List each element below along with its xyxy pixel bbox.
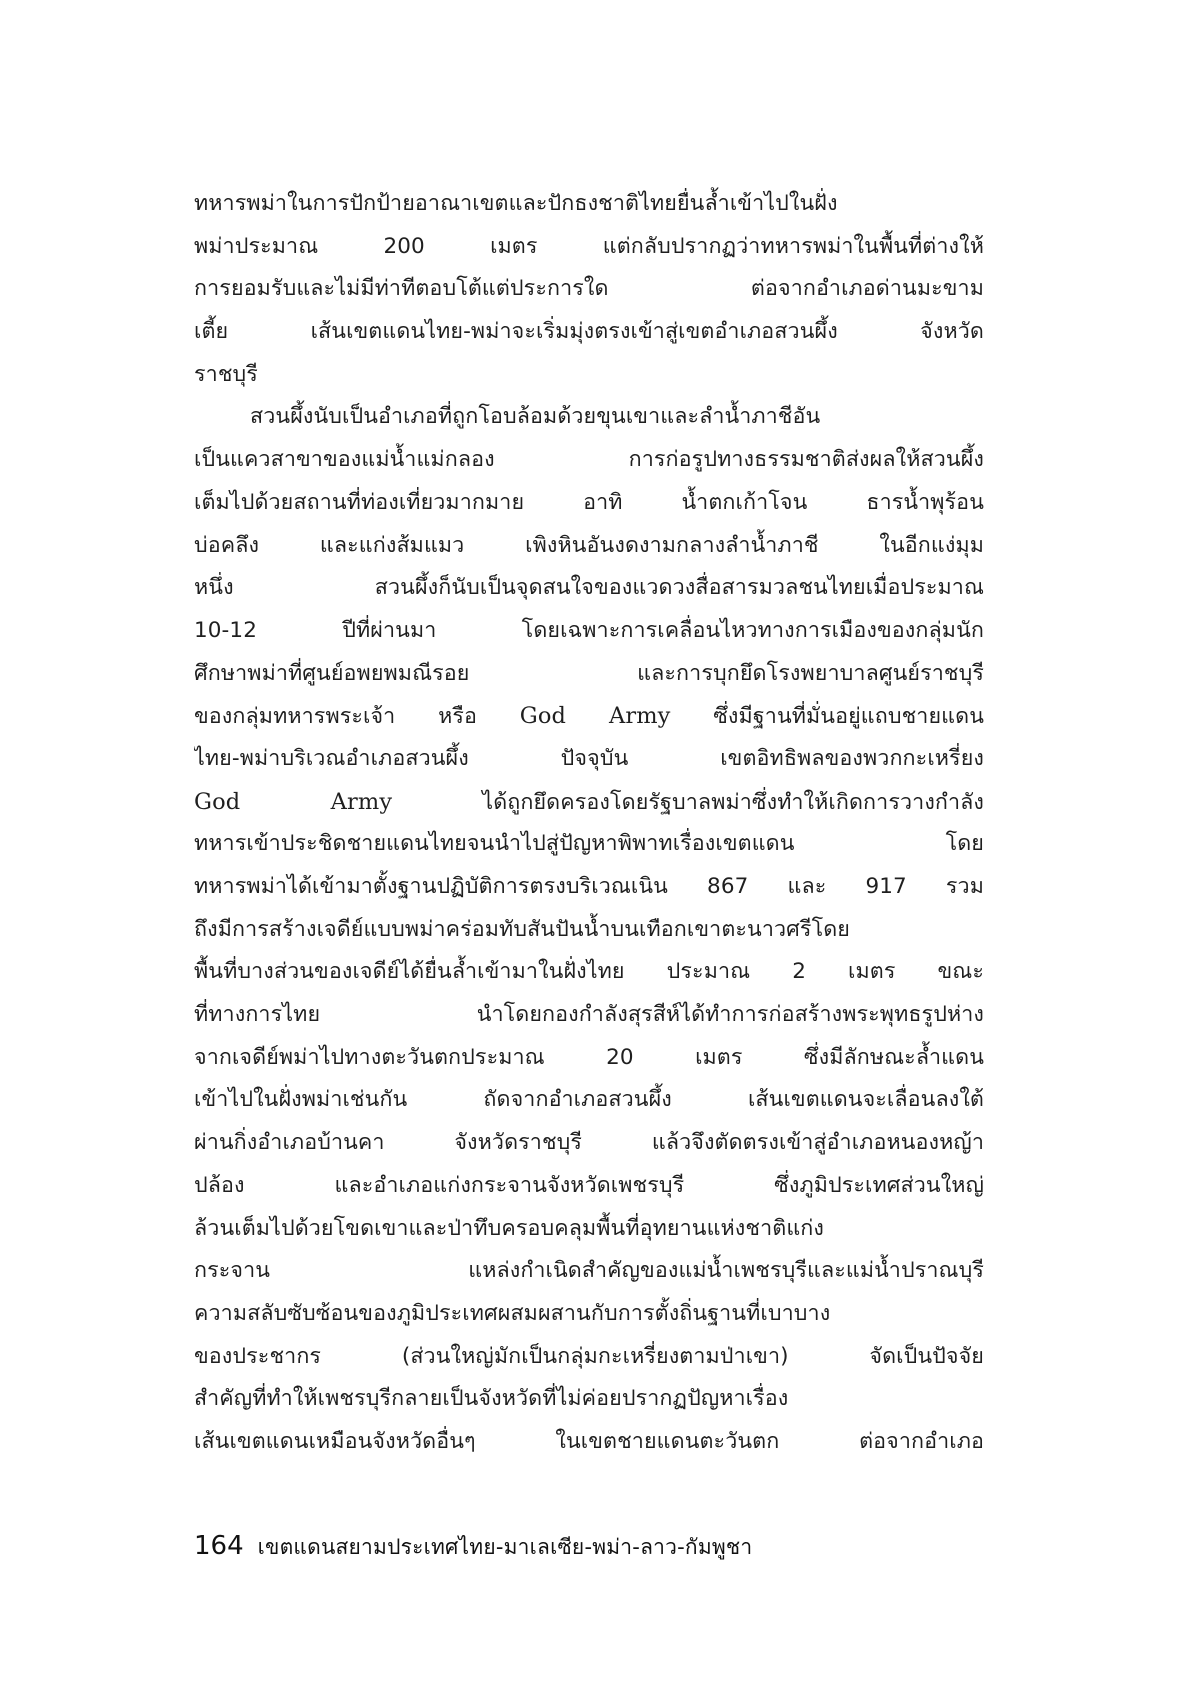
text-segment: ของกลุ่มทหารพระเจ้า หรือ bbox=[194, 704, 520, 730]
text-line: ทหารพม่าได้เข้ามาตั้งฐานปฏิบัติการตรงบริเวณเนิน 867 และ 917 รวม bbox=[194, 874, 984, 899]
text-line: ปล้อง และอำเภอแก่งกระจานจังหวัดเพชรบุรี ซึ่งภูมิประเทศส่วนใหญ่ bbox=[194, 1172, 984, 1198]
page-number: 164 bbox=[194, 1531, 244, 1561]
text-line: พม่าประมาณ 200 เมตร แต่กลับปรากฏว่าทหารพม่าในพื้นที่ต่างให้ bbox=[194, 233, 984, 259]
text-line: เส้นเขตแดนเหมือนจังหวัดอื่นๆ ในเขตชายแดนตะวันตก ต่อจากอำเภอ bbox=[194, 1428, 984, 1454]
text-line: การยอมรับและไม่มีท่าทีตอบโต้แต่ประการใด ต่อจากอำเภอด่านมะขาม bbox=[194, 276, 984, 302]
text-line: เข้าไปในฝั่งพม่าเช่นกัน ถัดจากอำเภอสวนผึ้ง เส้นเขตแดนจะเลื่อนลงใต้ bbox=[194, 1087, 984, 1113]
text-line: เป็นแควสาขาของแม่น้ำแม่กลอง การก่อรูปทางธรรมชาติส่งผลให้สวนผึ้ง bbox=[194, 447, 984, 473]
text-line: พื้นที่บางส่วนของเจดีย์ได้ยื่นล้ำเข้ามาในฝั่งไทย ประมาณ 2 เมตร ขณะ bbox=[194, 959, 984, 985]
text-segment: ซึ่งมีฐานที่มั่นอยู่แถบชายแดน bbox=[670, 704, 984, 730]
text-line: ถึงมีการสร้างเจดีย์แบบพม่าคร่อมทับสันปันน้ำบนเทือกเขาตะนาวศรีโดย bbox=[194, 916, 850, 942]
text-line: ไทย-พม่าบริเวณอำเภอสวนผึ้ง ปัจจุบัน เขตอิทธิพลของพวกกะเหรี่ยง bbox=[194, 745, 984, 771]
text-line bbox=[194, 695, 984, 738]
text-line: หนึ่ง สวนผึ้งก็นับเป็นจุดสนใจของแวดวงสื่อสารมวลชนไทยเมื่อประมาณ bbox=[194, 575, 984, 601]
page-footer bbox=[194, 1528, 984, 1564]
text-line: 10-12 ปีที่ผ่านมา โดยเฉพาะการเคลื่อนไหวทางการเมืองของกลุ่มนัก bbox=[194, 617, 984, 643]
text-line: ศึกษาพม่าที่ศูนย์อพยพมณีรอย และการบุกยึดโรงพยาบาลศูนย์ราชบุรี bbox=[194, 660, 984, 686]
text-segment: ได้ถูกยึดครองโดยรัฐบาลพม่าซึ่งทำให้เกิดการวางกำลัง bbox=[392, 789, 984, 815]
paragraph-first-line: สวนผึ้งนับเป็นอำเภอที่ถูกโอบล้อมด้วยขุนเขาและลำน้ำภาชีอัน bbox=[250, 404, 821, 430]
text-line: ความสลับซับซ้อนของภูมิประเทศผสมผสานกับการตั้งถิ่นฐานที่เบาบาง bbox=[194, 1300, 831, 1326]
text-line: ที่ทางการไทย นำโดยกองกำลังสุรสีห์ได้ทำการก่อสร้างพระพุทธรูปห่าง bbox=[194, 1002, 984, 1028]
text-line: ราชบุรี bbox=[194, 361, 258, 387]
god-army-term: God Army bbox=[194, 788, 393, 815]
text-line: ทหารเข้าประชิดชายแดนไทยจนนำไปสู่ปัญหาพิพาทเรื่องเขตแดน โดย bbox=[194, 831, 984, 857]
text-line: ผ่านกิ่งอำเภอบ้านคา จังหวัดราชบุรี แล้วจึงตัดตรงเข้าสู่อำเภอหนองหญ้า bbox=[194, 1130, 984, 1156]
text-line bbox=[194, 781, 984, 824]
running-title: เขตแดนสยามประเทศไทย-มาเลเซีย-พม่า-ลาว-กัมพูชา bbox=[257, 1535, 753, 1559]
text-line: เต็มไปด้วยสถานที่ท่องเที่ยวมากมาย อาทิ น้ำตกเก้าโจน ธารน้ำพุร้อน bbox=[194, 489, 984, 515]
text-line: เตี้ย เส้นเขตแดนไทย-พม่าจะเริ่มมุ่งตรงเข้าสู่เขตอำเภอสวนผึ้ง จังหวัด bbox=[194, 319, 984, 345]
text-line: ของประชากร (ส่วนใหญ่มักเป็นกลุ่มกะเหรี่ยงตามป่าเขา) จัดเป็นปัจจัย bbox=[194, 1343, 984, 1369]
text-line: จากเจดีย์พม่าไปทางตะวันตกประมาณ 20 เมตร ซึ่งมีลักษณะล้ำแดน bbox=[194, 1044, 984, 1070]
body-text bbox=[194, 183, 984, 1464]
text-line: บ่อคลึง และแก่งส้มแมว เพิงหินอันงดงามกลางลำน้ำภาชี ในอีกแง่มุม bbox=[194, 532, 984, 558]
text-line: ล้วนเต็มไปด้วยโขดเขาและป่าทึบครอบคลุมพื้นที่อุทยานแห่งชาติแก่ง bbox=[194, 1215, 825, 1241]
god-army-term: God Army bbox=[519, 703, 671, 730]
text-line: สำคัญที่ทำให้เพชรบุรีกลายเป็นจังหวัดที่ไม่ค่อยปรากฏปัญหาเรื่อง bbox=[194, 1386, 789, 1412]
text-line: กระจาน แหล่งกำเนิดสำคัญของแม่น้ำเพชรบุรีและแม่น้ำปราณบุรี bbox=[194, 1258, 984, 1284]
text-line: ทหารพม่าในการปักป้ายอาณาเขตและปักธงชาติไทยยื่นล้ำเข้าไปในฝั่ง bbox=[194, 191, 838, 216]
